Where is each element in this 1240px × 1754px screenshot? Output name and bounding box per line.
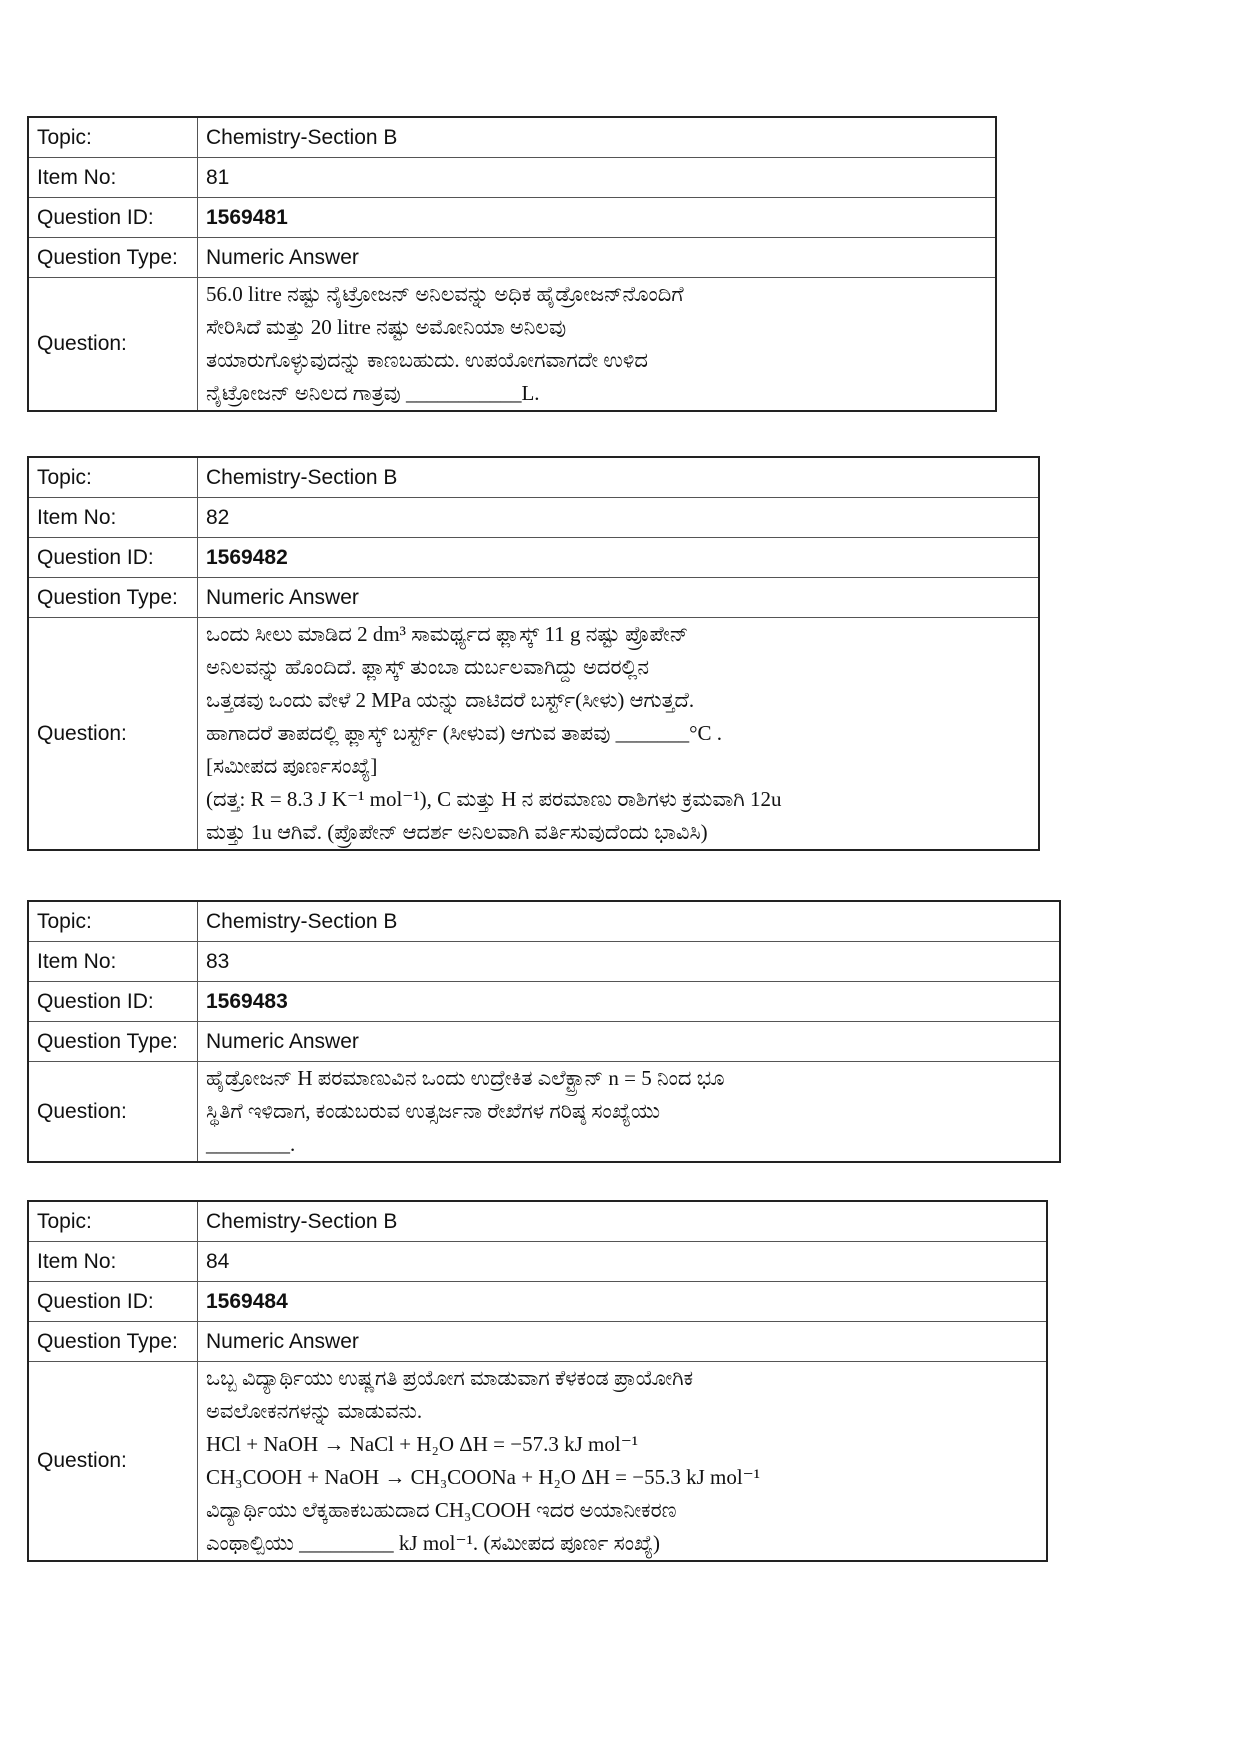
question-line: ಹೈಡ್ರೋಜನ್ H ಪರಮಾಣುವಿನ ಒಂದು ಉದ್ರೇಕಿತ ಎಲೆಕ್ಟ್ರಾನ್ n = 5 ನಿಂದ ಭೂ	[206, 1066, 725, 1090]
topic-label: Topic:	[28, 1201, 198, 1242]
question-line: ಹಾಗಾದರೆ ತಾಪದಲ್ಲಿ ಫ್ಲಾಸ್ಕ್ ಬರ್ಸ್ಟ್ (ಸೀಳುವ) ಆಗುವ ತಾಪವು _______°C .	[206, 721, 722, 745]
question-line: [ಸಮೀಪದ ಪೂರ್ಣಸಂಖ್ಯೆ]	[206, 754, 378, 778]
topic-value: Chemistry-Section B	[198, 457, 1040, 498]
question-id-value: 1569483	[198, 982, 1061, 1022]
item-no-value: 84	[198, 1242, 1048, 1282]
question-type-value: Numeric Answer	[198, 238, 997, 278]
question-id-row	[28, 198, 996, 238]
question-type-value: Numeric Answer	[198, 578, 1040, 618]
item-no-label: Item No:	[28, 498, 198, 538]
question-line: HCl + NaOH → NaCl + H₂O ΔH = −57.3 kJ mol⁻¹	[206, 1432, 639, 1456]
item-no-label: Item No:	[28, 942, 198, 982]
question-label: Question:	[28, 618, 198, 851]
topic-value: Chemistry-Section B	[198, 117, 997, 158]
question-line: ಅನಿಲವನ್ನು ಹೊಂದಿದೆ. ಫ್ಲಾಸ್ಕ್ ತುಂಬಾ ದುರ್ಬಲವಾಗಿದ್ದು ಅದರಲ್ಲಿನ	[206, 655, 650, 679]
question-line: ತಯಾರುಗೊಳ್ಳುವುದನ್ನು ಕಾಣಬಹುದು. ಉಪಯೋಗವಾಗದೇ ಉಳಿದ	[206, 348, 648, 372]
question-id-label: Question ID:	[28, 982, 198, 1022]
question-line: ಒಂದು ಸೀಲು ಮಾಡಿದ 2 dm³ ಸಾಮರ್ಥ್ಯದ ಫ್ಲಾಸ್ಕ್ 11 g ನಷ್ಟು ಪ್ರೊಪೇನ್	[206, 622, 689, 646]
question-row	[28, 1062, 1060, 1163]
question-id-row	[28, 538, 1039, 578]
question-type-label: Question Type:	[28, 1322, 198, 1362]
question-row	[28, 278, 996, 412]
question-type-row	[28, 1022, 1060, 1062]
question-text	[198, 278, 997, 412]
question-table-81	[27, 116, 997, 412]
topic-label: Topic:	[28, 901, 198, 942]
topic-value: Chemistry-Section B	[198, 901, 1061, 942]
question-line: ________.	[206, 1132, 296, 1156]
question-line: ಒತ್ತಡವು ಒಂದು ವೇಳೆ 2 MPa ಯನ್ನು ದಾಟಿದರೆ ಬರ್ಸ್ಟ್(ಸೀಳು) ಆಗುತ್ತದೆ.	[206, 688, 695, 712]
question-label: Question:	[28, 1062, 198, 1163]
question-type-row	[28, 238, 996, 278]
item-no-value: 83	[198, 942, 1061, 982]
question-id-value: 1569482	[198, 538, 1040, 578]
question-row	[28, 1362, 1047, 1562]
item-no-label: Item No:	[28, 158, 198, 198]
question-type-value: Numeric Answer	[198, 1022, 1061, 1062]
question-line: ಮತ್ತು 1u ಆಗಿವೆ. (ಪ್ರೊಪೇನ್ ಆದರ್ಶ ಅನಿಲವಾಗಿ ವರ್ತಿಸುವುದೆಂದು ಭಾವಿಸಿ)	[206, 820, 708, 844]
question-line: ನೈಟ್ರೋಜನ್ ಅನಿಲದ ಗಾತ್ರವು ___________L.	[206, 381, 540, 405]
item-no-row	[28, 498, 1039, 538]
question-type-row	[28, 578, 1039, 618]
question-id-value: 1569484	[198, 1282, 1048, 1322]
topic-row	[28, 117, 996, 158]
topic-row	[28, 1201, 1047, 1242]
question-id-label: Question ID:	[28, 538, 198, 578]
question-text	[198, 1362, 1048, 1562]
item-no-row	[28, 1242, 1047, 1282]
topic-label: Topic:	[28, 117, 198, 158]
question-line: ಎಂಥಾಲ್ಪಿಯು _________ kJ mol⁻¹. (ಸಮೀಪದ ಪೂರ್ಣ ಸಂಖ್ಯೆ)	[206, 1531, 661, 1555]
question-line: 56.0 litre ನಷ್ಟು ನೈಟ್ರೋಜನ್ ಅನಿಲವನ್ನು ಅಧಿಕ ಹೈಡ್ರೋಜನ್‌ನೊಂದಿಗೆ	[206, 282, 684, 306]
question-text	[198, 618, 1040, 851]
question-line: ಒಬ್ಬ ವಿದ್ಯಾರ್ಥಿಯು ಉಷ್ಣಗತಿ ಪ್ರಯೋಗ ಮಾಡುವಾಗ ಕೆಳಕಂಡ ಪ್ರಾಯೋಗಿಕ	[206, 1366, 694, 1390]
question-row	[28, 618, 1039, 851]
question-id-row	[28, 1282, 1047, 1322]
question-table-82	[27, 456, 1040, 851]
question-id-label: Question ID:	[28, 198, 198, 238]
item-no-value: 81	[198, 158, 997, 198]
item-no-label: Item No:	[28, 1242, 198, 1282]
topic-row	[28, 901, 1060, 942]
topic-value: Chemistry-Section B	[198, 1201, 1048, 1242]
item-no-row	[28, 158, 996, 198]
question-type-label: Question Type:	[28, 1022, 198, 1062]
question-type-label: Question Type:	[28, 578, 198, 618]
question-id-value: 1569481	[198, 198, 997, 238]
question-line: ಅವಲೋಕನಗಳನ್ನು ಮಾಡುವನು.	[206, 1399, 423, 1423]
question-type-label: Question Type:	[28, 238, 198, 278]
question-table-83	[27, 900, 1061, 1163]
question-label: Question:	[28, 1362, 198, 1562]
question-table-84	[27, 1200, 1048, 1562]
topic-row	[28, 457, 1039, 498]
question-line: CH₃COOH + NaOH → CH₃COONa + H₂O ΔH = −55.3 kJ mol⁻¹	[206, 1465, 761, 1489]
item-no-value: 82	[198, 498, 1040, 538]
item-no-row	[28, 942, 1060, 982]
question-label: Question:	[28, 278, 198, 412]
question-type-row	[28, 1322, 1047, 1362]
question-line: (ದತ್ತ: R = 8.3 J K⁻¹ mol⁻¹), C ಮತ್ತು H ನ ಪರಮಾಣು ರಾಶಿಗಳು ಕ್ರಮವಾಗಿ 12u	[206, 787, 782, 811]
question-id-label: Question ID:	[28, 1282, 198, 1322]
question-id-row	[28, 982, 1060, 1022]
question-line: ವಿದ್ಯಾರ್ಥಿಯು ಲೆಕ್ಕಹಾಕಬಹುದಾದ CH₃COOH ಇದರ ಅಯಾನೀಕರಣ	[206, 1498, 677, 1522]
question-line: ಸೇರಿಸಿದೆ ಮತ್ತು 20 litre ನಷ್ಟು ಅಮೋನಿಯಾ ಅನಿಲವು	[206, 315, 567, 339]
question-line: ಸ್ಥಿತಿಗೆ ಇಳಿದಾಗ, ಕಂಡುಬರುವ ಉತ್ಸರ್ಜನಾ ರೇಖೆಗಳ ಗರಿಷ್ಠ ಸಂಖ್ಯೆಯು	[206, 1099, 661, 1123]
question-type-value: Numeric Answer	[198, 1322, 1048, 1362]
topic-label: Topic:	[28, 457, 198, 498]
question-text	[198, 1062, 1061, 1163]
